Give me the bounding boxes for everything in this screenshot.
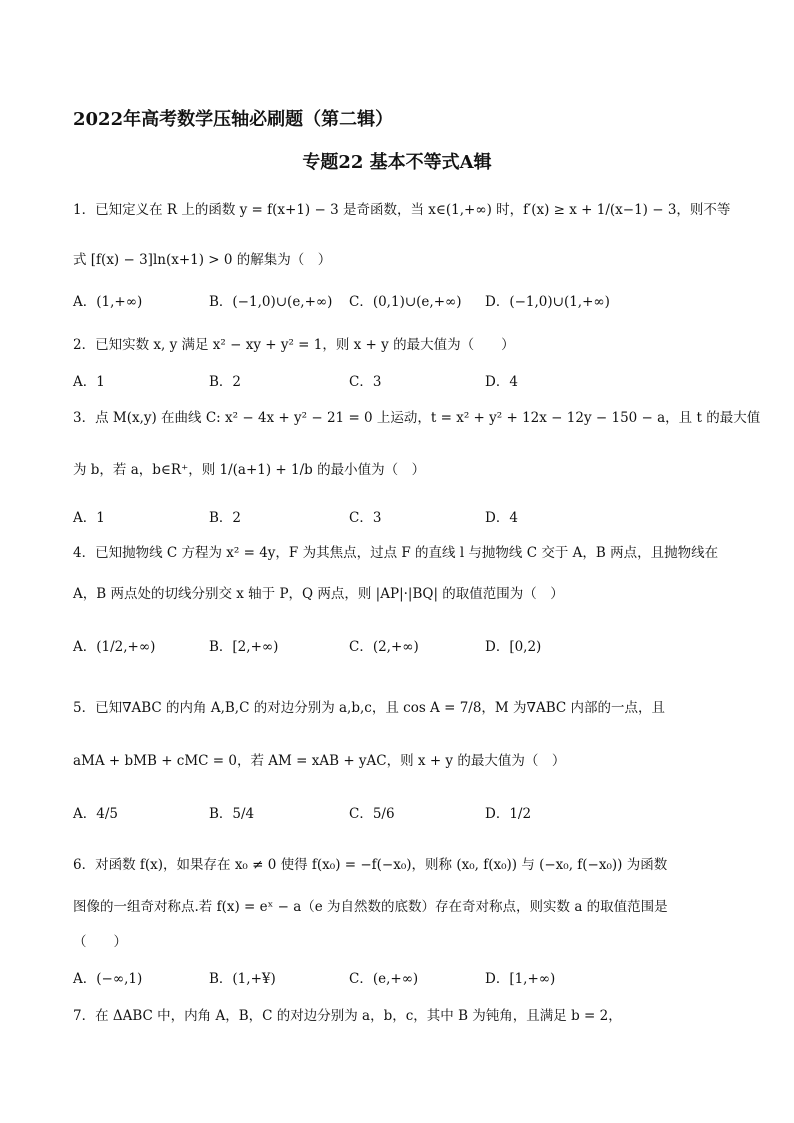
question-6-options [73, 969, 753, 997]
option-b: B．(−1,0)∪(e,+∞) [209, 294, 333, 310]
option-b: B．(1,+¥) [209, 971, 276, 987]
document-title: 2022年高考数学压轴必刷题（第二辑） [73, 109, 394, 130]
option-d: D．4 [485, 374, 518, 390]
option-d: D．[1,+∞) [485, 971, 556, 987]
question-6-line-3: （ ） [73, 934, 127, 950]
option-d: D．4 [485, 510, 518, 526]
question-6-line-2: 图像的一组奇对称点.若 f(x) = eˣ − a（e 为自然数的底数）存在奇对称点，则实数 a 的取值范围是 [73, 899, 668, 915]
question-2-line-1: 2．已知实数 x, y 满足 x² − xy + y² = 1，则 x + y 的最大值为（ ） [73, 337, 515, 353]
question-4-line-2: A，B 两点处的切线分别交 x 轴于 P，Q 两点，则 |AP|·|BQ| 的取值范围为（ ） [73, 586, 564, 602]
option-a: A．(1,+∞) [73, 294, 143, 310]
option-d: D．(−1,0)∪(1,+∞) [485, 294, 610, 310]
question-2-options [73, 372, 753, 400]
question-1-options [73, 292, 753, 320]
option-c: C．3 [349, 510, 382, 526]
option-a: A．(1/2,+∞) [73, 639, 156, 655]
option-a: A．1 [73, 374, 105, 390]
option-c: C．(e,+∞) [349, 971, 419, 987]
question-5-options [73, 804, 753, 832]
question-3-line-2: 为 b，若 a，b∈R⁺，则 1/(a+1) + 1/b 的最小值为（ ） [73, 462, 426, 478]
question-6-line-1: 6．对函数 f(x)，如果存在 x₀ ≠ 0 使得 f(x₀) = −f(−x₀)，则称 (x₀, f(x₀)) 与 (−x₀, f(−x₀)) 为函数 [73, 857, 668, 873]
question-3-line-1: 3．点 M(x,y) 在曲线 C: x² − 4x + y² − 21 = 0 上运动，t = x² + y² + 12x − 12y − 150 − a，且 t 的最大值 [73, 410, 761, 426]
question-3-options [73, 508, 753, 536]
option-c: C．3 [349, 374, 382, 390]
question-4-line-1: 4．已知抛物线 C 方程为 x² = 4y，F 为其焦点，过点 F 的直线 l 与抛物线 C 交于 A，B 两点，且抛物线在 [73, 545, 719, 561]
option-b: B．5/4 [209, 806, 255, 822]
question-1-line-1: 1．已知定义在 R 上的函数 y = f(x+1) − 3 是奇函数，当 x∈(1,+∞) 时，f′(x) ≥ x + 1/(x−1) − 3，则不等 [73, 202, 731, 218]
option-a: A．(−∞,1) [73, 971, 143, 987]
option-c: C．5/6 [349, 806, 395, 822]
question-5-line-2: aMA + bMB + cMC = 0，若 AM = xAB + yAC，则 x + y 的最大值为（ ） [73, 753, 566, 769]
option-d: D．[0,2) [485, 639, 542, 655]
option-c: C．(2,+∞) [349, 639, 419, 655]
option-a: A．1 [73, 510, 105, 526]
option-b: B．[2,+∞) [209, 639, 279, 655]
option-a: A．4/5 [73, 806, 118, 822]
question-7-line-1: 7．在 ΔABC 中，内角 A，B，C 的对边分别为 a，b，c，其中 B 为钝角，且满足 b = 2， [73, 1008, 622, 1024]
option-c: C．(0,1)∪(e,+∞) [349, 294, 462, 310]
question-4-options [73, 637, 753, 665]
option-b: B．2 [209, 510, 242, 526]
question-5-line-1: 5．已知∇ABC 的内角 A,B,C 的对边分别为 a,b,c，且 cos A = 7/8，M 为∇ABC 内部的一点，且 [73, 700, 665, 716]
question-1-line-2: 式 [f(x) − 3]ln(x+1) > 0 的解集为（ ） [73, 252, 332, 268]
option-d: D．1/2 [485, 806, 532, 822]
document-subtitle: 专题22 基本不等式A辑 [302, 152, 492, 173]
option-b: B．2 [209, 374, 242, 390]
